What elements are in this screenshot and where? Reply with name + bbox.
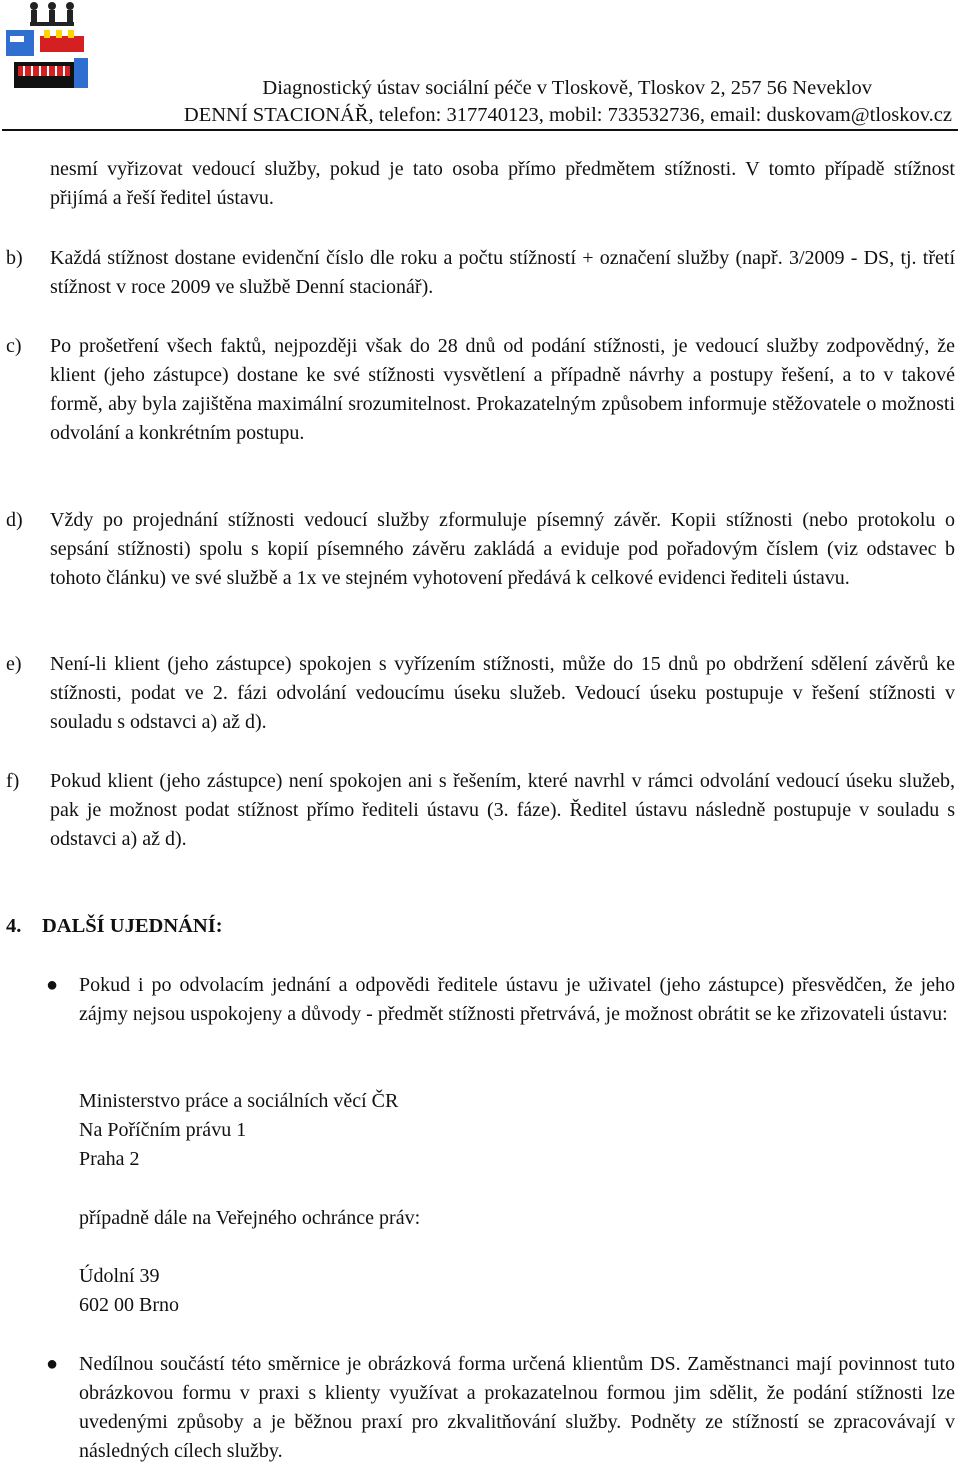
- continuation-paragraph: nesmí vyřizovat vedoucí služby, pokud je tato osoba přímo předmětem stížnosti. V tomto případě stížnost přijímá a řeší ředitel ústavu.: [50, 158, 955, 209]
- item-label-b: b): [6, 247, 23, 269]
- header-institution: Diagnostický ústav sociální péče v Tloskově, Tloskov 2, 257 56 Neveklov: [262, 77, 872, 99]
- institution-logo-icon: [0, 0, 102, 100]
- address-line: Ministerstvo práce a sociálních věcí ČR: [79, 1090, 399, 1112]
- header-contact: DENNÍ STACIONÁŘ, telefon: 317740123, mobil: 733532736, email: duskovam@tloskov.cz: [183, 104, 952, 126]
- item-text-d: Vždy po projednání stížnosti vedoucí služby zformuluje písemný závěr. Kopii stížnosti (nebo protokolu o sepsání stížnosti) spolu s kopií písemného závěru zakládá a eviduje pod pořadovým číslem (viz odstavec b tohoto článku) ve své službě a 1x ve stejném vyhotovení předává k celkové evidenci řediteli ústavu.: [50, 509, 955, 589]
- item-label-d: d): [6, 509, 23, 531]
- section-number: 4.: [6, 915, 22, 937]
- address-line: Praha 2: [79, 1148, 140, 1170]
- section-title: DALŠÍ UJEDNÁNÍ:: [42, 915, 223, 937]
- bullet1-text: Pokud i po odvolacím jednání a odpovědi ředitele ústavu je uživatel (jeho zástupce) přesvědčen, že jeho zájmy nejsou uspokojeny a důvody - předmět stížnosti přetrvává, je možnost obrátit se ke zřizovateli ústavu:: [79, 974, 955, 1025]
- item-label-e: e): [6, 653, 22, 675]
- address-line: Na Poříčním právu 1: [79, 1119, 247, 1141]
- bullet2-text: Nedílnou součástí této směrnice je obrázková forma určená klientům DS. Zaměstnanci mají povinnost tuto obrázkovou formu v praxi s klienty využívat a prokazatelnou formou jim sdělit, že podání stížnosti lze uvedenými způsoby a je běžnou praxí pro zkvalitňování služby. Podněty ze stížností se zpracovávají v následných cílech služby.: [79, 1353, 955, 1462]
- alternative-text: případně dále na Veřejného ochránce práv:: [79, 1207, 421, 1229]
- item-text-f: Pokud klient (jeho zástupce) není spokojen ani s řešením, které navrhl v rámci odvolání vedoucí úseku služeb, pak je možnost podat stížnost přímo řediteli ústavu (3. fáze). Ředitel ústavu následně postupuje v souladu s odstavci a) až d).: [50, 770, 955, 850]
- item-text-c: Po prošetření všech faktů, nejpozději však do 28 dnů od podání stížnosti, je vedoucí služby zodpovědný, že klient (jeho zástupce) dostane ke své stížnosti vysvětlení a případně návrhy a postupy řešení, a to v takové formě, aby byla zajištěna maximální srozumitelnost. Prokazatelným způsobem informuje stěžovatele o možnosti odvolání a konkrétním postupu.: [50, 335, 955, 444]
- item-text-e: Není-li klient (jeho zástupce) spokojen s vyřízením stížnosti, může do 15 dnů po obdržení sdělení závěrů ke stížnosti, podat ve 2. fázi odvolání vedoucímu úseku služeb. Vedoucí úseku postupuje v řešení stížnosti v souladu s odstavci a) až d).: [50, 653, 955, 733]
- item-label-f: f): [6, 770, 20, 792]
- bullet-dot-1: ●: [46, 974, 59, 996]
- header-divider: [2, 129, 958, 131]
- address-line: 602 00 Brno: [79, 1294, 179, 1316]
- address-line: Údolní 39: [79, 1265, 160, 1287]
- item-text-b: Každá stížnost dostane evidenční číslo dle roku a počtu stížností + označení služby (např. 3/2009 - DS, tj. třetí stížnost v roce 2009 ve službě Denní stacionář).: [50, 247, 955, 298]
- bullet-dot-2: ●: [46, 1353, 59, 1375]
- item-label-c: c): [6, 335, 22, 357]
- ombudsman-address: [79, 1262, 179, 1320]
- ministry-address: [79, 1087, 398, 1174]
